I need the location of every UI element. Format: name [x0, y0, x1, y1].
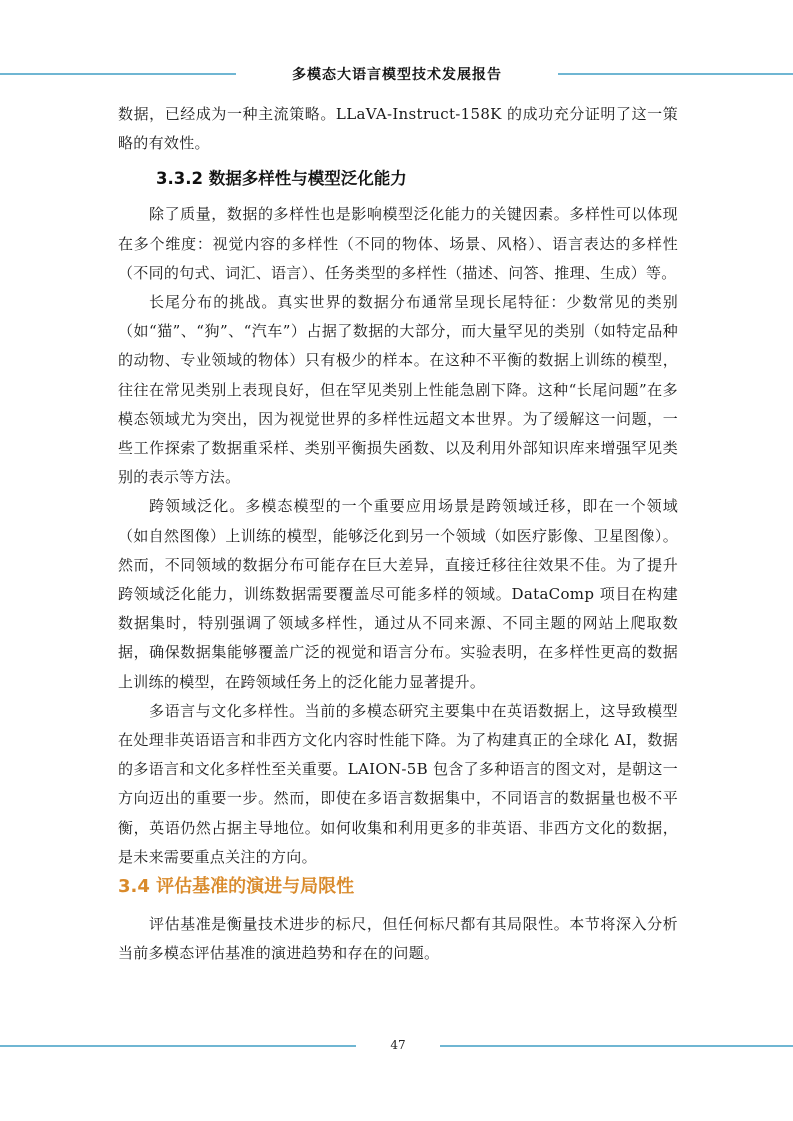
- header-rule-right: [558, 73, 793, 75]
- footer-rule-right: [440, 1045, 793, 1047]
- page-number: 47: [390, 1038, 406, 1052]
- running-header-title: 多模态大语言模型技术发展报告: [292, 67, 502, 83]
- paragraph-data-diversity: 除了质量，数据的多样性也是影响模型泛化能力的关键因素。多样性可以体现在多个维度：视觉内容的多样性（不同的物体、场景、风格）、语言表达的多样性（不同的句式、词汇、语言）、任务类型的多样性（描述、问答、推理、生成）等。: [118, 205, 678, 282]
- paragraph-cross-domain: 跨领域泛化。多模态模型的一个重要应用场景是跨领域迁移，即在一个领域（如自然图像）上训练的模型，能够泛化到另一个领域（如医疗影像、卫星图像）。然而，不同领域的数据分布可能存在巨大差异，直接迁移往往效果不佳。为了提升跨领域泛化能力，训练数据需要覆盖尽可能多样的领域。DataComp 项目在构建数据集时，特别强调了领域多样性，通过从不同来源、不同主题的网站上爬取数据，确保数据集能够覆盖广泛的视觉和语言分布。实验表明，在多样性更高的数据上训练的模型，在跨领域任务上的泛化能力显著提升。: [118, 497, 678, 691]
- paragraph-intro-continuation: 数据，已经成为一种主流策略。LLaVA-Instruct-158K 的成功充分证明了这一策略的有效性。: [118, 105, 678, 153]
- footer-rule-left: [0, 1045, 356, 1047]
- paragraph-multilingual: 多语言与文化多样性。当前的多模态研究主要集中在英语数据上，这导致模型在处理非英语语言和非西方文化内容时性能下降。为了构建真正的全球化 AI，数据的多语言和文化多样性至关重要。LAION-5B 包含了多种语言的图文对，是朝这一方向迈出的重要一步。然而，即使在多语言数据集中，不同语言的数据量也极不平衡，英语仍然占据主导地位。如何收集和利用更多的非英语、非西方文化的数据，是未来需要重点关注的方向。: [118, 701, 678, 866]
- paragraph-long-tail: 长尾分布的挑战。真实世界的数据分布通常呈现长尾特征：少数常见的类别（如“猫”、“狗”、“汽车”）占据了数据的大部分，而大量罕见的类别（如特定品种的动物、专业领域的物体）只有极少的样本。在这种不平衡的数据上训练的模型，往往在常见类别上表现良好，但在罕见类别上性能急剧下降。这种“长尾问题”在多模态领域尤为突出，因为视觉世界的多样性远超文本世界。为了缓解这一问题，一些工作探索了数据重采样、类别平衡损失函数、以及利用外部知识库来增强罕见类别的表示等方法。: [118, 293, 678, 487]
- paragraph-benchmark-intro: 评估基准是衡量技术进步的标尺，但任何标尺都有其局限性。本节将深入分析当前多模态评估基准的演进趋势和存在的问题。: [118, 915, 678, 963]
- page-body: [118, 100, 678, 968]
- subsection-heading-3-3-2: 3.3.2 数据多样性与模型泛化能力: [156, 169, 407, 189]
- section-heading-3-4: 3.4 评估基准的演进与局限性: [118, 876, 355, 898]
- header-rule-left: [0, 73, 236, 75]
